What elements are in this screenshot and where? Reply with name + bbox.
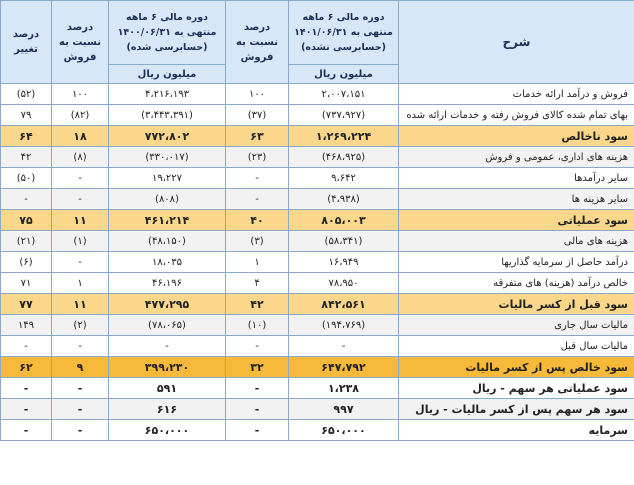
percent-current: ۴	[226, 273, 289, 294]
row-label: سود ناخالص	[399, 126, 634, 147]
value-previous: (۸۰۸)	[109, 189, 226, 210]
percent-current: (۲۳)	[226, 147, 289, 168]
row-capital	[1, 420, 634, 441]
row-label: بهای تمام شده کالای فروش رفته و خدمات ارائه شده	[399, 105, 634, 126]
value-previous: (۳،۴۴۳،۳۹۱)	[109, 105, 226, 126]
row-label: مالیات سال قبل	[399, 336, 634, 357]
value-current: (۵۸،۳۴۱)	[289, 231, 399, 252]
percent-previous: ۹	[52, 357, 109, 378]
header-change-percent: درصد تغییر	[1, 1, 52, 84]
percent-previous: (۸)	[52, 147, 109, 168]
change-percent: (۵۰)	[1, 168, 52, 189]
value-previous: -	[109, 336, 226, 357]
percent-current: ۴۰	[226, 210, 289, 231]
change-percent: ۷۷	[1, 294, 52, 315]
change-percent: ۶۲	[1, 357, 52, 378]
value-current: ۹۹۷	[289, 399, 399, 420]
row-current-tax	[1, 315, 634, 336]
value-current: ۹،۶۴۲	[289, 168, 399, 189]
header-percent-of-sales-current: درصد نسبت به فروش	[226, 1, 289, 84]
value-current: -	[289, 336, 399, 357]
percent-current: (۱۰)	[226, 315, 289, 336]
value-previous: ۴۶،۱۹۶	[109, 273, 226, 294]
percent-previous: -	[52, 378, 109, 399]
percent-current: -	[226, 168, 289, 189]
row-label: مالیات سال جاری	[399, 315, 634, 336]
header-period-previous: دوره مالی ۶ ماهه منتهی به ۱۴۰۰/۰۶/۳۱ (حسابرسی شده)	[109, 1, 226, 65]
percent-current: -	[226, 189, 289, 210]
percent-current: -	[226, 399, 289, 420]
percent-previous: -	[52, 399, 109, 420]
change-percent: (۶)	[1, 252, 52, 273]
value-previous: (۴۸،۱۵۰)	[109, 231, 226, 252]
value-current: ۱،۲۶۹،۲۲۴	[289, 126, 399, 147]
value-current: (۴،۹۳۸)	[289, 189, 399, 210]
value-current: (۴۶۸،۹۲۵)	[289, 147, 399, 168]
change-percent: ۷۵	[1, 210, 52, 231]
change-percent: ۶۴	[1, 126, 52, 147]
value-current: ۱۶،۹۴۹	[289, 252, 399, 273]
value-previous: ۷۷۲،۸۰۲	[109, 126, 226, 147]
row-sales	[1, 84, 634, 105]
value-previous: (۷۸،۰۶۵)	[109, 315, 226, 336]
value-previous: ۱۹،۲۲۷	[109, 168, 226, 189]
row-net-profit	[1, 357, 634, 378]
row-label: سایر هزینه ها	[399, 189, 634, 210]
percent-previous: ۱۱	[52, 294, 109, 315]
row-label: سود عملیاتی هر سهم - ریال	[399, 378, 634, 399]
percent-previous: -	[52, 252, 109, 273]
change-percent: ۷۱	[1, 273, 52, 294]
value-previous: ۶۱۶	[109, 399, 226, 420]
value-current: (۱۹۴،۷۶۹)	[289, 315, 399, 336]
row-label: هزینه های اداری، عمومی و فروش	[399, 147, 634, 168]
change-percent: -	[1, 420, 52, 441]
header-unit-current: میلیون ریال	[289, 65, 399, 84]
percent-current: -	[226, 420, 289, 441]
row-label: درآمد حاصل از سرمایه گذاریها	[399, 252, 634, 273]
row-finance-costs	[1, 231, 634, 252]
value-previous: ۴۶۱،۲۱۴	[109, 210, 226, 231]
header-percent-of-sales-previous: درصد نسبت به فروش	[52, 1, 109, 84]
percent-previous: (۱)	[52, 231, 109, 252]
percent-current: ۴۲	[226, 294, 289, 315]
row-label: سود قبل از کسر مالیات	[399, 294, 634, 315]
value-previous: ۵۹۱	[109, 378, 226, 399]
percent-current: -	[226, 336, 289, 357]
change-percent: ۴۲	[1, 147, 52, 168]
row-investment-income	[1, 252, 634, 273]
header-unit-previous: میلیون ریال	[109, 65, 226, 84]
value-previous: (۳۳۰،۰۱۷)	[109, 147, 226, 168]
header-description: شرح	[399, 1, 634, 84]
percent-previous: ۱۸	[52, 126, 109, 147]
change-percent: ۱۴۹	[1, 315, 52, 336]
change-percent: -	[1, 399, 52, 420]
percent-previous: -	[52, 168, 109, 189]
percent-previous: (۸۲)	[52, 105, 109, 126]
value-current: ۶۴۷،۷۹۲	[289, 357, 399, 378]
percent-previous: ۱	[52, 273, 109, 294]
percent-current: ۱	[226, 252, 289, 273]
percent-current: ۱۰۰	[226, 84, 289, 105]
row-label: سایر درآمدها	[399, 168, 634, 189]
change-percent: -	[1, 336, 52, 357]
percent-previous: ۱۰۰	[52, 84, 109, 105]
percent-current: ۶۳	[226, 126, 289, 147]
row-admin-expenses	[1, 147, 634, 168]
row-label: خالص درآمد (هزینه) های متفرقه	[399, 273, 634, 294]
value-current: ۶۵۰،۰۰۰	[289, 420, 399, 441]
percent-current: (۳۷)	[226, 105, 289, 126]
value-current: ۸۴۲،۵۶۱	[289, 294, 399, 315]
row-label: سود خالص پس از کسر مالیات	[399, 357, 634, 378]
header-period-current: دوره مالی ۶ ماهه منتهی به ۱۴۰۱/۰۶/۳۱ (حسابرسی نشده)	[289, 1, 399, 65]
percent-previous: -	[52, 336, 109, 357]
value-current: ۱،۲۳۸	[289, 378, 399, 399]
change-percent: (۲۱)	[1, 231, 52, 252]
row-operating-profit	[1, 210, 634, 231]
row-operating-eps	[1, 378, 634, 399]
value-previous: ۳۹۹،۲۳۰	[109, 357, 226, 378]
row-label: سرمایه	[399, 420, 634, 441]
row-misc-income	[1, 273, 634, 294]
value-previous: ۶۵۰،۰۰۰	[109, 420, 226, 441]
row-eps-after-tax	[1, 399, 634, 420]
row-label: فروش و درآمد ارائه خدمات	[399, 84, 634, 105]
percent-current: (۳)	[226, 231, 289, 252]
percent-previous: ۱۱	[52, 210, 109, 231]
value-previous: ۴۷۷،۲۹۵	[109, 294, 226, 315]
percent-current: -	[226, 378, 289, 399]
row-other-income	[1, 168, 634, 189]
change-percent: -	[1, 189, 52, 210]
row-prior-year-tax	[1, 336, 634, 357]
row-gross-profit	[1, 126, 634, 147]
change-percent: ۷۹	[1, 105, 52, 126]
change-percent: -	[1, 378, 52, 399]
value-current: ۲،۰۰۷،۱۵۱	[289, 84, 399, 105]
row-label: سود هر سهم پس از کسر مالیات - ریال	[399, 399, 634, 420]
percent-previous: -	[52, 189, 109, 210]
row-profit-before-tax	[1, 294, 634, 315]
value-current: ۸۰۵،۰۰۳	[289, 210, 399, 231]
percent-previous: (۲)	[52, 315, 109, 336]
value-current: ۷۸،۹۵۰	[289, 273, 399, 294]
value-previous: ۴،۲۱۶،۱۹۳	[109, 84, 226, 105]
value-previous: ۱۸،۰۳۵	[109, 252, 226, 273]
row-label: هزینه های مالی	[399, 231, 634, 252]
row-cost-of-sales	[1, 105, 634, 126]
percent-previous: -	[52, 420, 109, 441]
row-label: سود عملیاتی	[399, 210, 634, 231]
row-other-expenses	[1, 189, 634, 210]
change-percent: (۵۲)	[1, 84, 52, 105]
percent-current: ۳۲	[226, 357, 289, 378]
value-current: (۷۳۷،۹۲۷)	[289, 105, 399, 126]
